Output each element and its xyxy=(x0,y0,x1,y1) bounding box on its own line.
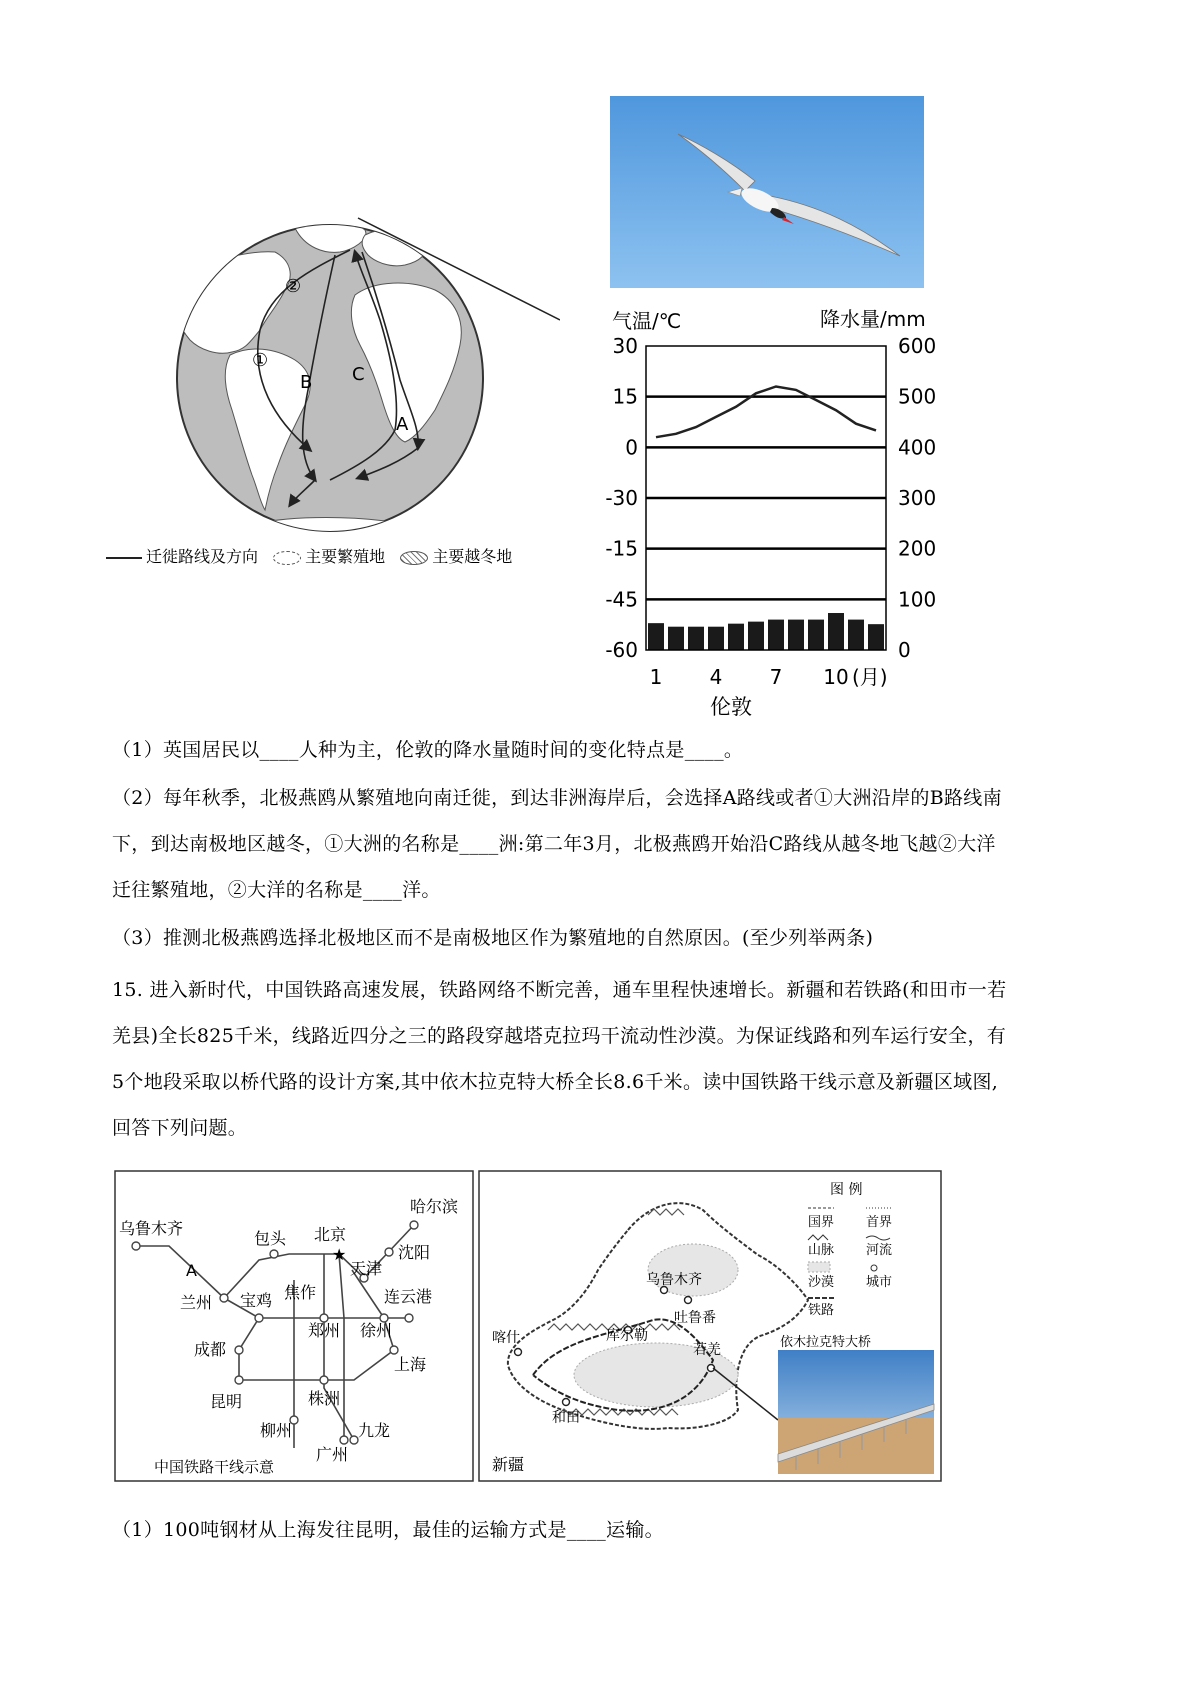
legend-desert-icon xyxy=(808,1262,830,1272)
y-left-tick: 0 xyxy=(625,435,638,460)
city-dot-shanghai xyxy=(390,1346,398,1354)
city-baotou: 包头 xyxy=(254,1229,287,1248)
precipitation-bar xyxy=(768,620,784,650)
q15-line-4: 回答下列问题。 xyxy=(112,1117,248,1139)
question-2-line-2: 下，到达南极地区越冬，①大洲的名称是____洲:第二年3月，北极燕鸥开始沿C路线从越冬地飞越②大洋 xyxy=(112,833,996,855)
legend-city: 城市 xyxy=(866,1275,893,1290)
legend-title: 图 例 xyxy=(830,1182,863,1198)
city-dot-kowloon xyxy=(350,1436,358,1444)
city-jiaozuo: 焦作 xyxy=(284,1283,317,1302)
city-chengdu: 成都 xyxy=(194,1340,227,1359)
city-liuzhou: 柳州 xyxy=(260,1421,293,1440)
legend-national-border: 国界 xyxy=(808,1215,835,1230)
city-zhengzhou: 郑州 xyxy=(308,1321,341,1340)
y-right-tick: 600 xyxy=(898,334,937,358)
legend-mountain: 山脉 xyxy=(808,1243,835,1258)
city-harbin: 哈尔滨 xyxy=(410,1197,459,1216)
q15-line-1: 15. 进入新时代，中国铁路高速发展，铁路网络不断完善，通车里程快速增长。新疆和若铁路(和田市一若 xyxy=(112,979,1007,1001)
city-shenyang: 沈阳 xyxy=(398,1243,431,1262)
label-continent-1: ① xyxy=(252,350,269,371)
beijing-star-icon: ★ xyxy=(332,1245,347,1264)
city-dot-lanzhou xyxy=(220,1294,228,1302)
precipitation-bar xyxy=(868,624,884,650)
xj-city-korla: 库尔勒 xyxy=(606,1328,648,1344)
route-label-a: A xyxy=(186,1261,197,1280)
y-left-tick: -45 xyxy=(605,587,638,612)
question-3: （3）推测北极燕鸥选择北极地区而不是南极地区作为繁殖地的自然原因。(至少列举两条) xyxy=(112,927,874,949)
precipitation-bar xyxy=(728,624,744,650)
q15-sub-1: （1）100吨钢材从上海发往昆明，最佳的运输方式是____运输。 xyxy=(112,1519,664,1541)
x-tick: 7 xyxy=(769,665,783,689)
q15-line-2: 羌县)全长825千米，线路近四分之三的路段穿越塔克拉玛干流动性沙漠。为保证线路和列车运行安全，有 xyxy=(112,1025,1007,1047)
legend-route: 迁徙路线及方向 xyxy=(146,547,259,566)
city-dot-zhuzhou xyxy=(320,1376,328,1384)
y-right-tick: 100 xyxy=(898,587,937,612)
y-left-tick: 15 xyxy=(612,384,638,409)
arctic-tern-photo xyxy=(610,96,924,288)
xj-city-ruoqiang: 若羌 xyxy=(693,1342,721,1358)
temperature-curve xyxy=(656,387,876,438)
question-2-line-3: 迁往繁殖地，②大洋的名称是____洋。 xyxy=(112,879,441,901)
question-15 xyxy=(112,972,1102,1146)
precipitation-bar xyxy=(788,620,804,650)
precipitation-bar xyxy=(848,620,864,650)
chart-ylabel-right: 降水量/mm xyxy=(820,307,926,331)
chart-xunit: (月) xyxy=(852,665,888,689)
legend-breeding: 主要繁殖地 xyxy=(305,547,386,566)
label-route-b: B xyxy=(300,372,313,393)
city-dot-turpan xyxy=(685,1297,692,1304)
city-dot-baoji xyxy=(255,1314,263,1322)
label-route-c: C xyxy=(352,364,365,385)
city-beijing: 北京 xyxy=(314,1225,347,1244)
city-guangzhou: 广州 xyxy=(316,1445,349,1464)
x-tick: 1 xyxy=(649,665,663,689)
y-left-tick: 30 xyxy=(612,334,638,358)
precipitation-bar xyxy=(688,627,704,650)
legend-wintering: 主要越冬地 xyxy=(432,547,513,566)
city-dot-lianyungang xyxy=(405,1314,413,1322)
y-left-tick: -30 xyxy=(605,486,638,510)
city-dot-kashgar xyxy=(515,1349,522,1356)
city-tianjin: 天津 xyxy=(350,1259,383,1278)
chart-ylabel-left: 气温/℃ xyxy=(612,309,682,333)
city-dot-urumqi xyxy=(132,1242,140,1250)
city-dot-harbin xyxy=(410,1221,418,1229)
london-climate-chart xyxy=(590,300,960,720)
xinjiang-caption: 新疆 xyxy=(492,1455,525,1474)
wintering-legend-icon xyxy=(400,551,428,565)
x-tick: 10 xyxy=(823,665,849,689)
chart-title: 伦敦 xyxy=(710,695,752,719)
bridge-photo-label: 依木拉克特大桥 xyxy=(780,1335,872,1350)
xinjiang-map xyxy=(478,1170,942,1482)
bridge-photo xyxy=(778,1350,934,1474)
city-dot-guangzhou xyxy=(340,1436,348,1444)
y-right-tick: 0 xyxy=(898,638,911,662)
city-shanghai: 上海 xyxy=(394,1355,427,1374)
precipitation-bar xyxy=(668,627,684,650)
route-legend-icon xyxy=(106,557,142,559)
legend-river: 河流 xyxy=(866,1243,893,1258)
city-dot-hotan xyxy=(563,1399,570,1406)
legend-desert: 沙漠 xyxy=(808,1275,835,1290)
y-right-tick: 200 xyxy=(898,536,937,561)
city-lianyungang: 连云港 xyxy=(384,1287,433,1306)
questions-part1 xyxy=(112,732,1102,956)
precipitation-bar xyxy=(708,627,724,650)
xj-city-hotan: 和田 xyxy=(552,1410,580,1426)
city-lanzhou: 兰州 xyxy=(180,1293,213,1312)
precipitation-bar xyxy=(648,623,664,650)
y-right-tick: 400 xyxy=(898,435,937,460)
city-dot-baotou xyxy=(270,1250,278,1258)
precipitation-bar xyxy=(808,620,824,650)
city-xuzhou: 徐州 xyxy=(360,1321,393,1340)
china-railway-map xyxy=(114,1170,474,1482)
label-route-a: A xyxy=(396,414,409,435)
precipitation-bar xyxy=(748,622,764,650)
y-right-tick: 300 xyxy=(898,486,937,510)
city-zhuzhou: 株洲 xyxy=(308,1389,341,1408)
question-2-line-1: （2）每年秋季，北极燕鸥从繁殖地向南迁徙，到达非洲海岸后，会选择A路线或者①大洲沿岸的B路线南 xyxy=(112,787,1002,809)
xj-city-kashgar: 喀什 xyxy=(492,1330,520,1346)
city-dot-chengdu xyxy=(235,1346,243,1354)
y-left-tick: -60 xyxy=(605,638,638,662)
precipitation-bar xyxy=(828,613,844,650)
legend-railway: 铁路 xyxy=(808,1303,835,1318)
city-urumqi: 乌鲁木齐 xyxy=(119,1219,184,1238)
city-kowloon: 九龙 xyxy=(358,1421,391,1440)
globe-map xyxy=(100,180,560,590)
xj-city-turpan: 吐鲁番 xyxy=(674,1310,716,1326)
q15-line-3: 5个地段采取以桥代路的设计方案,其中依木拉克特大桥全长8.6千米。读中国铁路干线示意及新疆区域图, xyxy=(112,1071,999,1093)
breeding-legend-icon xyxy=(273,551,301,565)
city-dot-shenyang xyxy=(385,1248,393,1256)
question-15-1 xyxy=(112,1512,1102,1548)
x-tick: 4 xyxy=(709,665,723,689)
label-ocean-2: ② xyxy=(285,276,302,297)
city-dot-kunming xyxy=(235,1376,243,1384)
xj-city-urumqi: 乌鲁木齐 xyxy=(646,1272,702,1288)
globe-legend xyxy=(106,544,512,567)
legend-capital: 首界 xyxy=(866,1215,893,1230)
city-kunming: 昆明 xyxy=(210,1392,243,1411)
railway-map-caption: 中国铁路干线示意 xyxy=(154,1458,275,1476)
city-baoji: 宝鸡 xyxy=(240,1291,273,1310)
y-left-tick: -15 xyxy=(605,536,638,561)
y-right-tick: 500 xyxy=(898,384,937,409)
question-1: （1）英国居民以____人种为主，伦敦的降水量随时间的变化特点是____。 xyxy=(112,739,744,761)
